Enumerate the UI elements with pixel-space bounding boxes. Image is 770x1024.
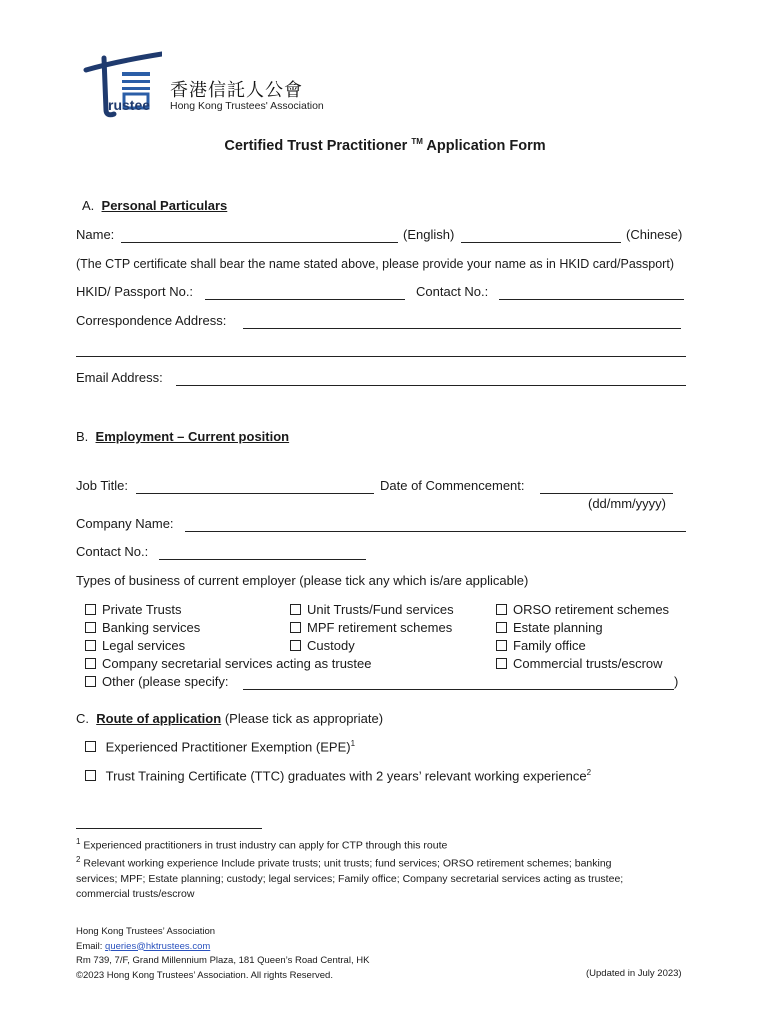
address-label: Correspondence Address: [76,313,227,328]
checkbox-family-office[interactable]: Family office [496,638,586,653]
checkbox-icon[interactable] [85,676,96,687]
checkbox-unit-trusts[interactable]: Unit Trusts/Fund services [290,602,454,617]
checkbox-icon[interactable] [85,770,96,781]
email-field[interactable] [176,385,686,386]
footer-updated: (Updated in July 2023) [586,968,682,979]
checkbox-estate[interactable]: Estate planning [496,620,603,635]
section-b-heading: B. Employment – Current position [76,429,290,444]
section-a-heading: A. Personal Particulars [82,198,228,213]
company-contact-label: Contact No.: [76,544,149,559]
name-label: Name: [76,227,115,242]
checkbox-icon[interactable] [85,741,96,752]
footer-copyright: ©2023 Hong Kong Trustees’ Association. All rights Reserved. [76,969,333,981]
checkbox-mpf[interactable]: MPF retirement schemes [290,620,452,635]
checkbox-icon[interactable] [496,658,507,669]
footer-email-row: Email: queries@hktrustees.com [76,940,211,952]
chinese-label: (Chinese) [626,227,683,242]
address-field-1[interactable] [243,328,681,329]
contact-label: Contact No.: [416,284,489,299]
logo-wordmark: rustee [108,97,151,113]
checkbox-custody[interactable]: Custody [290,638,355,653]
checkbox-banking[interactable]: Banking services [85,620,200,635]
logo [82,50,332,120]
name-note: (The CTP certificate shall bear the name stated above, please provide your name as in HKID card/Passport) [76,257,674,271]
footer [76,925,369,983]
checkbox-private-trusts[interactable]: Private Trusts [85,602,181,617]
checkbox-icon[interactable] [290,604,301,615]
checkbox-icon[interactable] [496,604,507,615]
commencement-field[interactable] [540,493,673,494]
name-chinese-field[interactable] [461,242,621,243]
logo-english-name: Hong Kong Trustees' Association [170,100,324,112]
checkbox-legal[interactable]: Legal services [85,638,185,653]
date-format-hint: (dd/mm/yyyy) [588,496,666,511]
hkid-label: HKID/ Passport No.: [76,284,194,299]
checkbox-icon[interactable] [85,640,96,651]
section-c-heading: C. Route of application (Please tick as appropriate) [76,711,384,726]
job-title-label: Job Title: [76,478,129,493]
checkbox-commercial[interactable]: Commercial trusts/escrow [496,656,663,671]
company-contact-field[interactable] [159,559,366,560]
checkbox-icon[interactable] [496,622,507,633]
route-ttc-option[interactable]: Trust Training Certificate (TTC) graduates with 2 years’ relevant working experience$^2$ [85,768,591,783]
logo-chinese-name: 香港信託人公會 [170,80,303,101]
footnote-1: $^1$ Experienced practitioners in trust industry can apply for CTP through this route [76,837,448,852]
checkbox-icon[interactable] [85,622,96,633]
checkbox-icon[interactable] [496,640,507,651]
checkbox-icon[interactable] [85,658,96,669]
commencement-label: Date of Commencement: [380,478,525,493]
footer-org: Hong Kong Trustees’ Association [76,926,216,937]
page-title: Certified Trust Practitioner ™ Application Form [224,137,546,154]
checkbox-other[interactable]: Other (please specify: [85,674,228,689]
route-epe-option[interactable]: Experienced Practitioner Exemption (EPE)$^1$ [85,739,355,754]
checkbox-company-secretarial[interactable]: Company secretarial services acting as trustee [85,656,372,671]
english-label: (English) [403,227,455,242]
address-field-2[interactable] [76,356,686,357]
other-close-paren: ) [674,674,679,689]
footer-address: Rm 739, 7/F, Grand Millennium Plaza, 181 Queen’s Road Central, HK [76,955,370,966]
checkbox-orso[interactable]: ORSO retirement schemes [496,602,669,617]
business-types-label: Types of business of current employer (please tick any which is/are applicable) [76,573,529,588]
footnote-2: $^2$ Relevant working experience Include private trusts; unit trusts; fund services; ORSO retirement schemes; banking services; MPF; Estate planning; custody; legal services; Family office; Company secretarial services acting as trustee; commercial trusts/escrow [76,855,624,900]
company-field[interactable] [185,531,686,532]
checkbox-icon[interactable] [85,604,96,615]
other-specify-field[interactable] [243,689,674,690]
checkbox-icon[interactable] [290,640,301,651]
contact-field[interactable] [499,299,684,300]
job-title-field[interactable] [136,493,374,494]
footer-email-link[interactable]: queries@hktrustees.com [105,940,211,952]
checkbox-icon[interactable] [290,622,301,633]
footnote-divider [76,828,262,829]
hkid-field[interactable] [205,299,405,300]
name-english-field[interactable] [121,242,398,243]
email-label: Email Address: [76,370,163,385]
company-label: Company Name: [76,516,174,531]
